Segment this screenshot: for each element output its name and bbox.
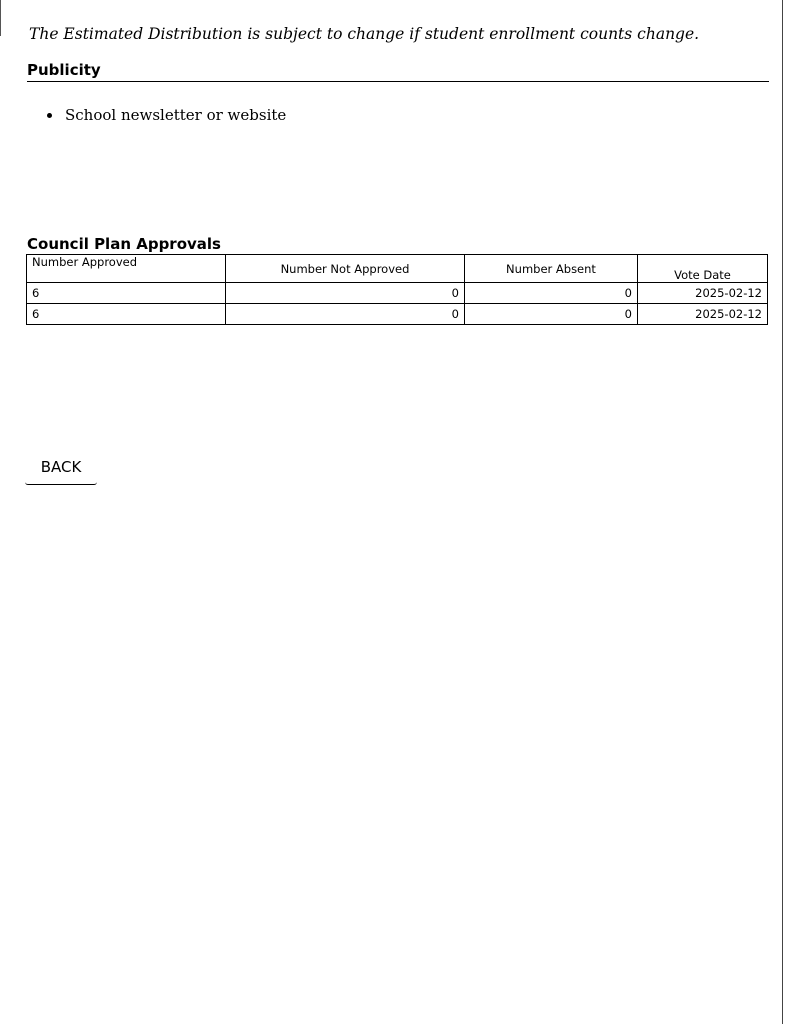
cell-vote-date: 2025-02-12 [638, 304, 768, 325]
column-header-number-not-approved: Number Not Approved [226, 255, 465, 283]
distribution-note: The Estimated Distribution is subject to change if student enrollment counts change. [29, 25, 700, 43]
approvals-title: Council Plan Approvals [27, 235, 221, 253]
table-row [27, 304, 768, 325]
cell-vote-date: 2025-02-12 [638, 283, 768, 304]
cell-number-absent: 0 [465, 283, 638, 304]
bullet-icon [47, 113, 52, 118]
publicity-list-item [47, 106, 286, 124]
page-left-edge [0, 0, 1, 36]
cell-number-not-approved: 0 [226, 304, 465, 325]
page-right-edge [782, 0, 783, 1024]
column-header-number-approved: Number Approved [27, 255, 226, 283]
cell-number-approved: 6 [27, 304, 226, 325]
table-row [27, 283, 768, 304]
back-button[interactable]: BACK [25, 455, 97, 485]
column-header-vote-date: Vote Date [638, 255, 768, 283]
cell-number-approved: 6 [27, 283, 226, 304]
column-header-number-absent: Number Absent [465, 255, 638, 283]
cell-number-not-approved: 0 [226, 283, 465, 304]
publicity-heading: Publicity [27, 61, 769, 82]
approvals-table [26, 254, 768, 325]
table-header-row [27, 255, 768, 283]
publicity-list [47, 106, 286, 124]
cell-number-absent: 0 [465, 304, 638, 325]
publicity-item-text: School newsletter or website [65, 106, 287, 124]
